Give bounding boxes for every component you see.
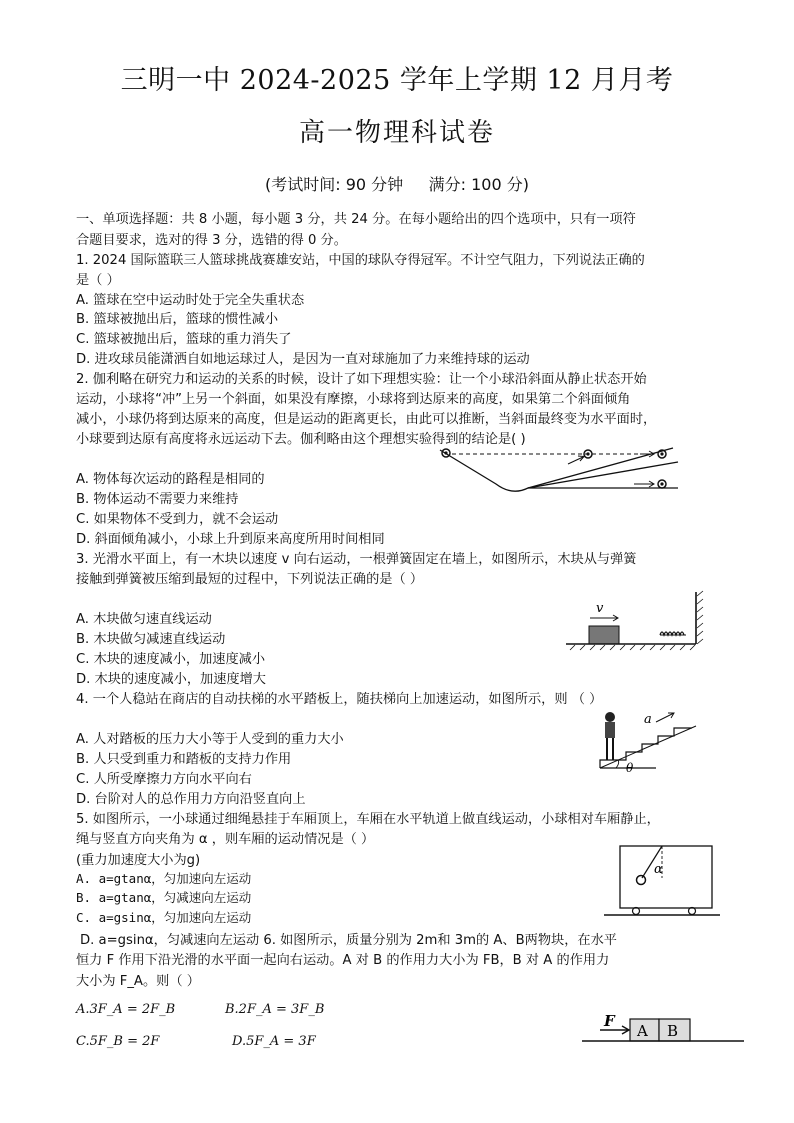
- velocity-label: v: [596, 601, 604, 616]
- question-2-stem: 2. 伽利略在研究力和运动的关系的时候，设计了如下理想实验：让一个小球沿斜面从静止状态开始: [76, 372, 647, 387]
- section-instructions: 一、单项选择题：共 8 小题，每小题 3 分，共 24 分。在每小题给出的四个选项中，只有一项符: [76, 212, 636, 227]
- question-3-option-d: D. 木块的速度减小，加速度增大: [76, 672, 266, 687]
- escalator-figure: [596, 708, 706, 778]
- exam-info: (考试时间: 90 分钟 满分: 100 分): [265, 175, 529, 194]
- question-4-option-d: D. 台阶对人的总作用力方向沿竖直向上: [76, 792, 306, 807]
- question-2-stem: 减小，小球仍将到达原来的高度，但是运动的距离更长，由此可以推断，当斜面最终变为水平面时，: [76, 412, 657, 427]
- question-1-stem: 1. 2024 国际篮联三人篮球挑战赛雄安站，中国的球队夺得冠军。不计空气阻力，下列说法正确的: [76, 253, 645, 268]
- galileo-inclines-figure: [428, 442, 688, 502]
- question-5-option-b: B. a=gtanα，匀减速向左运动: [76, 890, 252, 905]
- question-3-stem: 接触到弹簧被压缩到最短的过程中，下列说法正确的是（ ）: [76, 572, 424, 587]
- question-5-note: (重力加速度大小为g): [76, 853, 201, 868]
- question-1-stem: 是（ ）: [76, 273, 120, 288]
- question-4-option-a: A. 人对踏板的压力大小等于人受到的重力大小: [76, 732, 344, 747]
- question-5-option-d-question-6-stem: D. a=gsinα，匀减速向左运动 6. 如图所示，质量分别为 2m和 3m的 A、B两物块，在水平: [80, 933, 617, 948]
- angle-alpha-label: α: [654, 862, 663, 877]
- question-2-option-b: B. 物体运动不需要力来维持: [76, 492, 239, 507]
- block-b-label: B: [667, 1022, 679, 1040]
- question-3-option-c: C. 木块的速度减小，加速度减小: [76, 652, 266, 667]
- blocks-force-figure: [578, 1008, 748, 1048]
- section-instructions: 合题目要求，选对的得 3 分，选错的得 0 分。: [76, 233, 347, 248]
- question-6-option-a: A.3F_A = 2F_B: [76, 1002, 176, 1017]
- question-2-option-a: A. 物体每次运动的路程是相同的: [76, 472, 265, 487]
- question-5-stem: 5. 如图所示，一小球通过细绳悬挂于车厢顶上，车厢在水平轨道上做直线运动，小球相对车厢静止，: [76, 812, 660, 827]
- question-2-stem: 运动，小球将“冲”上另一个斜面，如果没有摩擦，小球将到达原来的高度，如果第二个斜面倾角: [76, 392, 631, 407]
- question-2-stem: 小球要到达原有高度将永远运动下去。伽利略由这个理想实验得到的结论是( ): [76, 432, 526, 447]
- acceleration-label: a: [644, 712, 652, 727]
- question-6-stem: 恒力 F 作用下沿光滑的水平面一起向右运动。A 对 B 的作用力大小为 FB，B 对 A 的作用力: [76, 953, 610, 968]
- angle-theta-label: θ: [626, 761, 634, 775]
- pendulum-cart-figure: [600, 840, 724, 920]
- question-5-stem: 绳与竖直方向夹角为 α ，则车厢的运动情况是（ ）: [76, 832, 375, 847]
- question-1-option-d: D. 进攻球员能潇洒自如地运球过人，是因为一直对球施加了力来维持球的运动: [76, 352, 530, 367]
- question-6-option-c: C.5F_B = 2F: [76, 1034, 160, 1049]
- question-4-option-c: C. 人所受摩擦力方向水平向右: [76, 772, 252, 787]
- question-1-option-b: B. 篮球被抛出后，篮球的惯性减小: [76, 312, 279, 327]
- question-1-option-a: A. 篮球在空中运动时处于完全失重状态: [76, 293, 305, 308]
- force-label: F: [604, 1012, 615, 1030]
- exam-subject-title: 高一物理科试卷: [298, 118, 495, 148]
- question-5-option-c: C. a=gsinα，匀加速向左运动: [76, 910, 252, 925]
- question-1-option-c: C. 篮球被抛出后，篮球的重力消失了: [76, 332, 292, 347]
- question-3-option-b: B. 木块做匀减速直线运动: [76, 632, 226, 647]
- question-6-option-b: B.2F_A = 3F_B: [225, 1002, 325, 1017]
- question-3-stem: 3. 光滑水平面上，有一木块以速度 v 向右运动，一根弹簧固定在墙上，如图所示，木块从与弹簧: [76, 552, 637, 567]
- school-exam-title: 三明一中 2024-2025 学年上学期 12 月月考: [120, 65, 674, 96]
- question-4-option-b: B. 人只受到重力和踏板的支持力作用: [76, 752, 292, 767]
- question-5-option-a: A. a=gtanα，匀加速向左运动: [76, 871, 252, 886]
- block-a-label: A: [637, 1022, 648, 1040]
- block-spring-figure: [560, 590, 710, 655]
- question-2-option-d: D. 斜面倾角减小，小球上升到原来高度所用时间相同: [76, 532, 385, 547]
- question-4-stem: 4. 一个人稳站在商店的自动扶梯的水平踏板上，随扶梯向上加速运动，如图所示，则 （ ）: [76, 692, 603, 707]
- question-6-stem: 大小为 F_A。则（ ）: [76, 974, 200, 989]
- question-6-option-d: D.5F_A = 3F: [232, 1034, 316, 1049]
- question-2-option-c: C. 如果物体不受到力，就不会运动: [76, 512, 279, 527]
- question-3-option-a: A. 木块做匀速直线运动: [76, 612, 212, 627]
